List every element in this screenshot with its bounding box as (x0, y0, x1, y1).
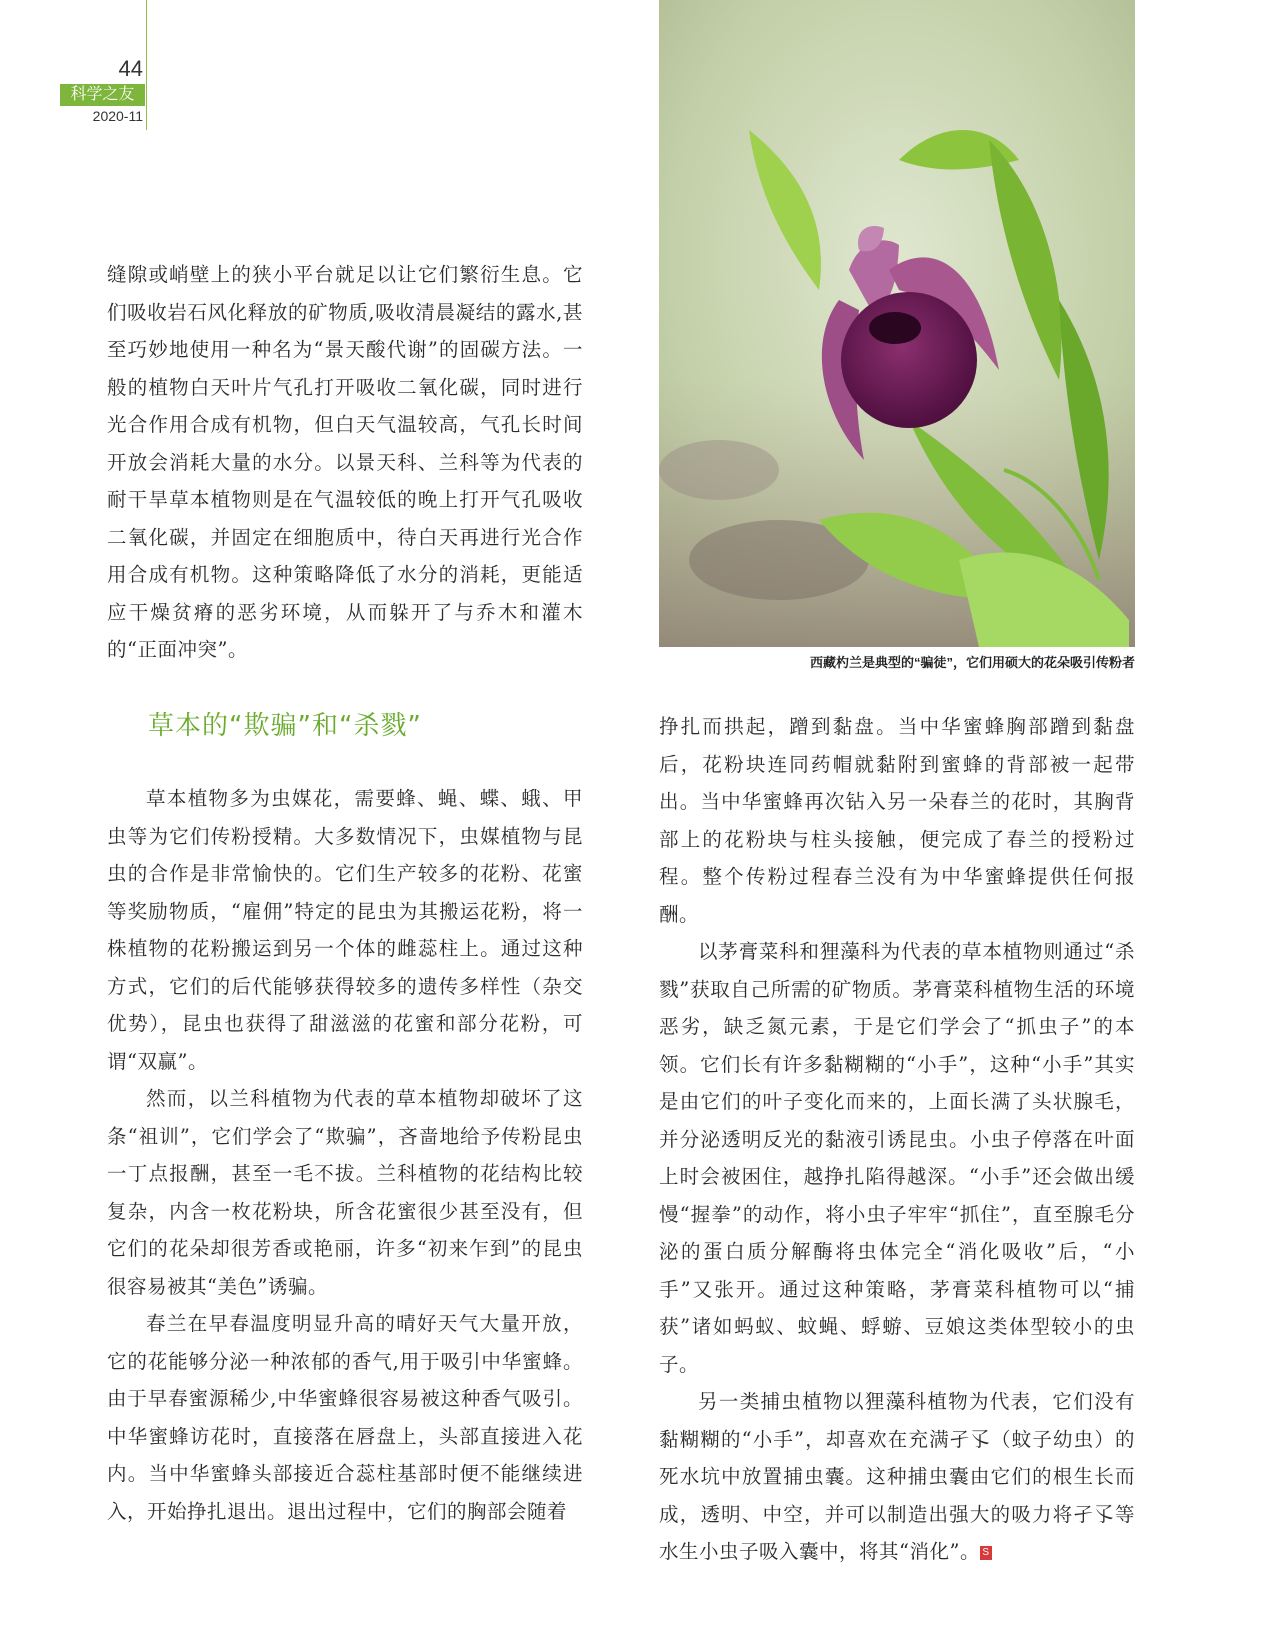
paragraph: 以茅膏菜科和狸藻科为代表的草本植物则通过“杀戮”获取自己所需的矿物质。茅膏菜科植物生活的环境恶劣，缺乏氮元素，于是它们学会了“抓虫子”的本领。它们长有许多黏糊糊的“小手”，这种“小手”其实是由它们的叶子变化而来的，上面长满了头状腺毛，并分泌透明反光的黏液引诱昆虫。小虫子停落在叶面上时会被困住，越挣扎陷得越深。“小手”还会做出缓慢“握拳”的动作，将小虫子牢牢“抓住”，直至腺毛分泌的蛋白质分解酶将虫体完全“消化吸收”后，“小手”又张开。通过这种策略，茅膏菜科植物可以“捕获”诸如蚂蚁、蚊蝇、蜉蝣、豆娘这类体型较小的虫子。 (659, 940, 1135, 1376)
end-mark-icon: S (980, 1546, 992, 1560)
page-number: 44 (118, 56, 143, 81)
paragraph: 草本植物多为虫媒花，需要蜂、蝇、蝶、蛾、甲虫等为它们传粉授精。大多数情况下，虫媒植物与昆虫的合作是非常愉快的。它们生产较多的花粉、花蜜等奖励物质，“雇佣”特定的昆虫为其搬运花粉，将一株植物的花粉搬运到另一个体的雌蕊柱上。通过这种方式，它们的后代能够获得较多的遗传多样性（杂交优势），昆虫也获得了甜滋滋的花蜜和部分花粉，可谓“双赢”。 (107, 787, 583, 1073)
magazine-name: 科学之友 (60, 84, 145, 106)
section-heading: 草本的“欺骗”和“杀戮” (148, 711, 422, 741)
paragraph: 春兰在早春温度明显升高的晴好天气大量开放，它的花能够分泌一种浓郁的香气,用于吸引中华蜜蜂。由于早春蜜源稀少,中华蜜蜂很容易被这种香气吸引。中华蜜蜂访花时，直接落在唇盘上，头部直接进入花内。当中华蜜蜂头部接近合蕊柱基部时便不能继续进入，开始挣扎退出。退出过程中，它们的胸部会随着 (107, 1312, 583, 1523)
issue-date: 2020-11 (92, 108, 143, 124)
paragraph: 然而，以兰科植物为代表的草本植物却破坏了这条“祖训”，它们学会了“欺骗”，吝啬地给予传粉昆虫一丁点报酬，甚至一毛不拔。兰科植物的花结构比较复杂，内含一枚花粉块，所含花蜜很少甚至没有，但它们的花朵却很芳香或艳丽，许多“初来乍到”的昆虫很容易被其“美色”诱骗。 (107, 1087, 583, 1298)
header-rule (146, 0, 147, 130)
photo-caption: 西藏杓兰是典型的“骗徒”，它们用硕大的花朵吸引传粉者 (809, 655, 1135, 670)
paragraph-text: 另一类捕虫植物以狸藻科植物为代表，它们没有黏糊糊的“小手”，却喜欢在充满孑孓（蚊子幼虫）的死水坑中放置捕虫囊。这种捕虫囊由它们的根生长而成，透明、中空，并可以制造出强大的吸力将孑孓等水生小虫子吸入囊中，将其“消化”。 (659, 1390, 1135, 1563)
folio (60, 56, 145, 126)
paragraph: 缝隙或峭壁上的狭小平台就足以让它们繁衍生息。它们吸收岩石风化释放的矿物质,吸收清晨凝结的露水,甚至巧妙地使用一种名为“景天酸代谢”的固碳方法。一般的植物白天叶片气孔打开吸收二氧化碳，同时进行光合作用合成有机物，但白天气温较高，气孔长时间开放会消耗大量的水分。以景天科、兰科等为代表的耐干旱草本植物则是在气温较低的晚上打开气孔吸收二氧化碳，并固定在细胞质中，待白天再进行光合作用合成有机物。这种策略降低了水分的消耗，更能适应干燥贫瘠的恶劣环境，从而躲开了与乔木和灌木的“正面冲突”。 (107, 263, 583, 661)
left-column-bottom (107, 780, 583, 1530)
orchid-photo (659, 0, 1135, 647)
paragraph (659, 1383, 1135, 1571)
paragraph: 挣扎而拱起，蹭到黏盘。当中华蜜蜂胸部蹭到黏盘后，花粉块连同药帽就黏附到蜜蜂的背部被一起带出。当中华蜜蜂再次钻入另一朵春兰的花时，其胸背部上的花粉块与柱头接触，便完成了春兰的授粉过程。整个传粉过程春兰没有为中华蜜蜂提供任何报酬。 (659, 715, 1135, 926)
left-column-top (107, 256, 583, 669)
right-column (659, 708, 1135, 1571)
